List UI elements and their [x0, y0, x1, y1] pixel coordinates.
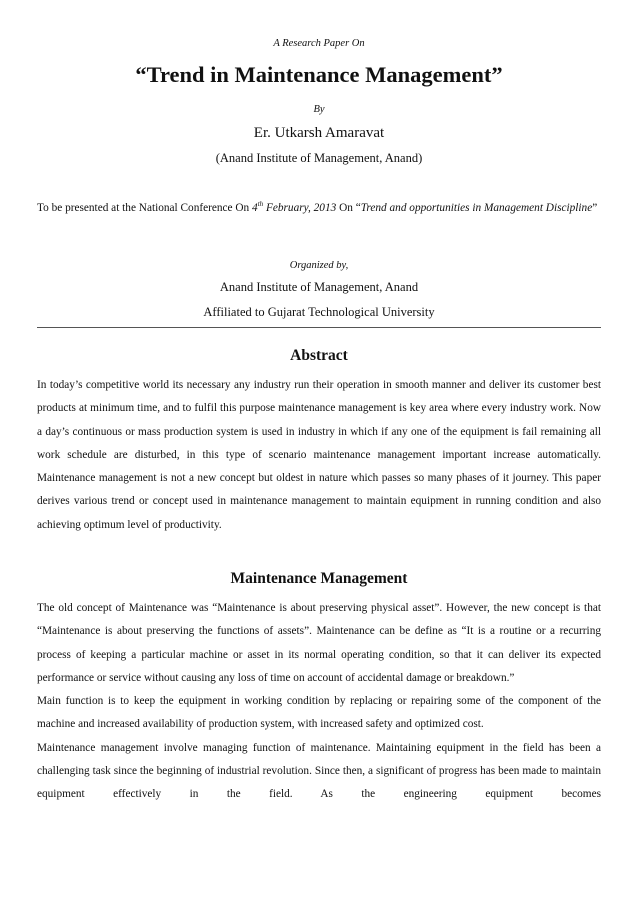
- conference-note: [37, 191, 601, 222]
- abstract-heading: Abstract: [290, 347, 348, 364]
- header-divider: [37, 327, 601, 328]
- abstract-text: In today’s competitive world its necessary any industry run their operation in smooth manner and deliver its customer best products at minimum time, and to fulfil this purpose maintenance management is key area where every industry work. Now a day’s continuous or mass production system is used in industry in which if any one of the equipment is fail remaining all work schedule are disturbed, in this type of scenario maintenance management important increase automatically. Maintenance management is not a new concept but oldest in nature which passes so many phases of it journey. This paper derives various trend or concept used in maintenance management to maintain equipment in running condition and also achieving optimum level of productivity.: [37, 379, 601, 531]
- organized-by-label: Organized by,: [289, 260, 349, 271]
- preamble: A Research Paper On: [273, 38, 365, 49]
- maintenance-paragraph-3: Maintenance management involve managing function of maintenance. Maintaining equipment in the field has been a challenging task since the beginning of industrial revolution. Since then, a significant of progress has been made to maintain equipment effectively in the field. As the engineering equipment becomes: [37, 741, 601, 801]
- author-institute: (Anand Institute of Management, Anand): [215, 151, 423, 165]
- conference-on: On “: [336, 201, 361, 214]
- author-name: Er. Utkarsh Amaravat: [253, 125, 385, 141]
- conference-day: 4: [252, 201, 258, 214]
- organizer-affiliation: Affiliated to Gujarat Technological University: [203, 305, 435, 319]
- conference-lead: To be presented at the National Conference On: [37, 201, 253, 214]
- conference-theme: Trend and opportunities in Management Discipline: [360, 201, 593, 214]
- maintenance-paragraph-2: Main function is to keep the equipment in working condition by replacing or repairing some of the component of the machine and increased availability of production system, with increased safety and optimized cost.: [37, 695, 601, 731]
- maintenance-paragraph-1: The old concept of Maintenance was “Maintenance is about preserving physical asset”. However, the new concept is that “Maintenance is about preserving the functions of assets”. Maintenance can be define as “It is a routine or a recurring process of keeping a particular machine or asset in its normal operating condition, so that it can deliver its expected performance or service without causing any loss of time on account of accidental damage or breakdown.”: [37, 602, 601, 684]
- organizer-name: Anand Institute of Management, Anand: [219, 280, 419, 294]
- maintenance-body: [37, 597, 601, 807]
- by-label: By: [313, 104, 325, 115]
- conference-date-rest: February, 2013: [263, 201, 337, 214]
- maintenance-heading: Maintenance Management: [230, 570, 408, 587]
- conference-day-suffix: th: [257, 200, 264, 208]
- paper-title: “Trend in Maintenance Management”: [135, 62, 503, 87]
- conference-close: ”: [592, 201, 598, 214]
